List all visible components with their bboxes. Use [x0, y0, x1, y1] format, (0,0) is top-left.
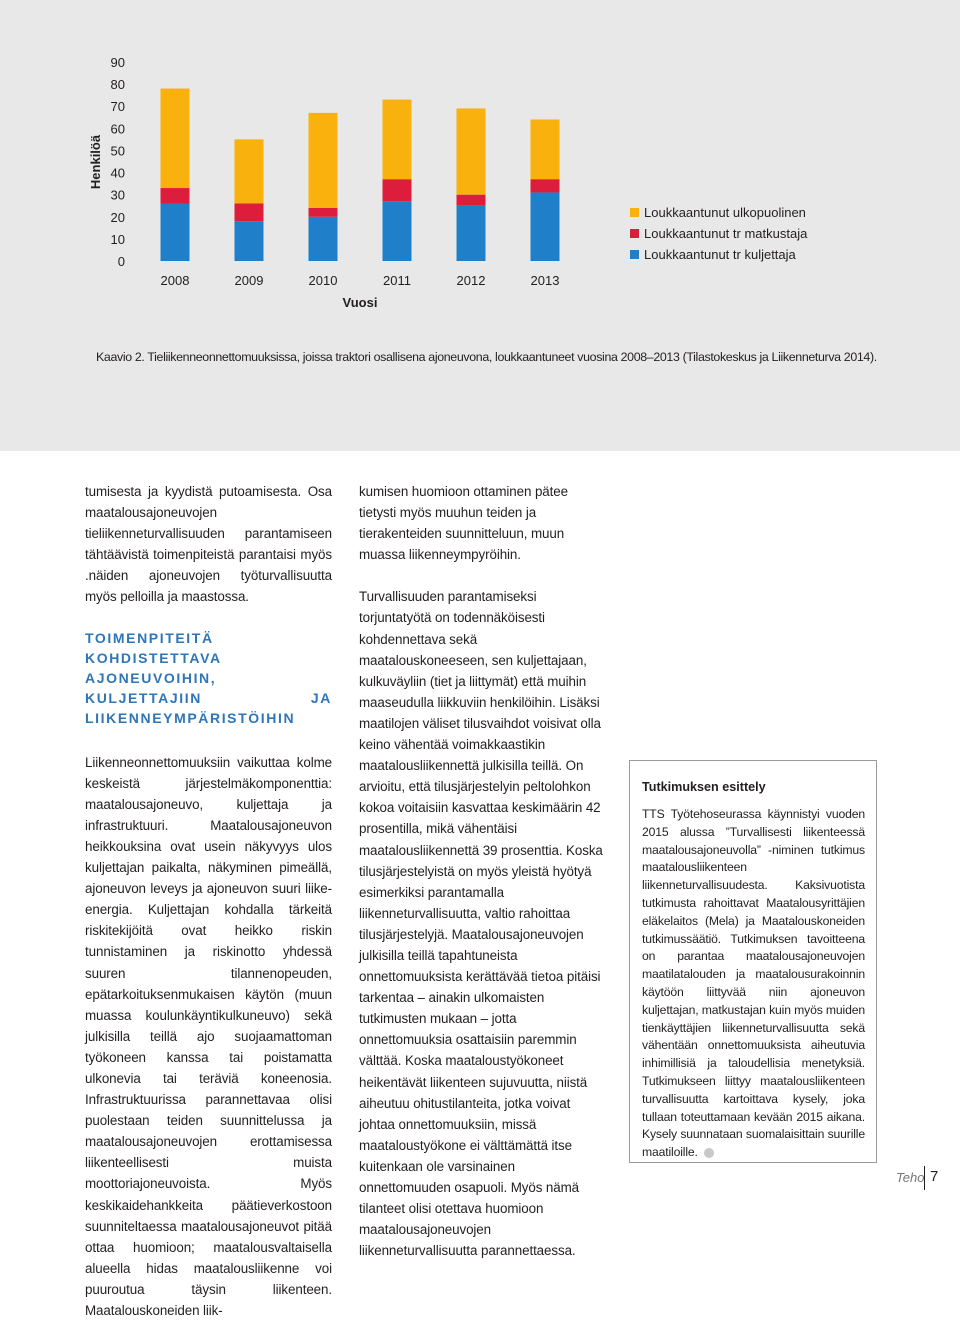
bar-segment [309, 113, 338, 208]
bar-segment [235, 221, 264, 261]
intro-paragraph: tumisesta ja kyydistä putoamisesta. Osa maatalousajoneuvojen tieliikenneturvallisuuden parantamiseen tähtäävistä toimenpiteistä parantaisi myös .näiden ajoneuvojen työturvallisuutta myös pelloilla ja maastossa. [85, 484, 332, 605]
y-axis-label: Henkilöä [88, 134, 103, 190]
bar-segment [383, 179, 412, 201]
sidebar-title: Tutkimuksen esittely [642, 780, 766, 794]
y-tick-label: 0 [117, 254, 125, 269]
y-tick-label: 60 [110, 121, 125, 137]
legend-swatch [630, 229, 639, 238]
figure-caption: Kaavio 2. Tieliikenneonnettomuuksissa, joissa traktori osallisena ajoneuvona, loukkaantuneet vuosina 2008–2013 (Tilastokeskus ja Liikenneturva 2014). [96, 350, 877, 364]
bar-segment [531, 119, 560, 179]
bar-segment [457, 195, 486, 206]
bar-segment [383, 201, 412, 261]
magazine-brand: Teho [896, 1170, 925, 1185]
bar-segment [161, 188, 190, 203]
legend-label: Loukkaantunut tr matkustaja [644, 226, 808, 241]
bar-segment [531, 192, 560, 261]
bar-segment [457, 108, 486, 194]
end-mark-icon [704, 1148, 714, 1158]
x-tick-label: 2008 [160, 273, 190, 288]
page-number: 7 [930, 1168, 939, 1185]
bar-segment [235, 139, 264, 203]
sidebar-text: TTS Työtehoseurassa käynnistyi vuoden 2015 alussa ”Turvallisesti liikenteessä maatalousajoneuvolla” -niminen tutkimus maatalousliikenteen liikenneturvallisuudesta. Kaksivuotista tutkimusta rahoittavat Maatalousyrittäjien eläkelaitos (Mela) ja Maatalouskoneiden tutkimussäätiö. Tutkimuksen tavoitteena on parantaa maatalousajoneuvojen maatilatalouden ja maatalousurakoinnin käytöön liittyvää niin ajoneuvon kuljettajan, matkustajan kuin myös muiden tienkäyttäjien liikenneturvallisuutta sekä vähentään onnettomuuksista aiheutuvia inhimillisiä ja taloudellisia menetyksiä. Tutkimukseen liittyy maatalousliikenteen turvallisuutta kartoittava kysely, joka tullaan toteuttamaan kevään 2015 aikana. Kysely suunnataan suomalaisittain suurille maatiloille. [642, 807, 865, 1160]
y-tick-label: 80 [110, 77, 125, 93]
x-tick-label: 2009 [234, 273, 264, 288]
y-tick-label: 20 [110, 209, 125, 225]
y-tick-label: 40 [110, 165, 125, 181]
measures-paragraph: Turvallisuuden parantamiseksi torjuntatyötä on todennäköisesti kohdennettava sekä maatalouskoneeseen, sen kuljettajaan, kulkuväyliin (tiet ja liittymät) että muihin maaseudulla liikkuviin henkilöihin. Lisäksi maatilojen väliset tilusvaihdot voisivat olla keino vähentää voimakkaastikin maatalousliikennettä julkisilla teillä. On arvioitu, että tilusjärjestelyin peltolohkon kokoa voitaisiin kasvattaa keskimäärin 42 prosentilla, mikä vähentäisi maatalousliikennettä 39 prosenttia. Koska tilusjärjestelyistä on myös yleistä hyötyä esimerkiksi parantamalla liikenneturvallisuutta, valtio rahoittaa tilusjärjestelyjä. Maatalousajoneuvojen julkisilla teillä tapahtuneista onnettomuuksista kerättävää tietoa pitäisi tarkentaa – ainakin ulkomaisten tutkimusten mukaan – jotta onnettomuuksia osattaisiin paremmin välttää. Koska maataloustyökoneet heikentävät liikenteen sujuvuutta, niistä aiheutuu ohitustilanteita, jotka voivat johtaa onnettomuuksiin, missä maataloustyökone ei välttämättä itse kuitenkaan ole varsinainen onnettomuuden osapuoli. Myös nämä tilanteet olisi otettava huomioon maatalousajoneuvojen liikenneturvallisuutta parannettaessa. [359, 589, 603, 1259]
bar-segment [531, 179, 560, 192]
stacked-bar-chart [0, 0, 960, 340]
x-tick-label: 2013 [530, 273, 560, 288]
bar-segment [161, 89, 190, 188]
bar-segment [383, 100, 412, 180]
footer-divider [924, 1166, 925, 1190]
x-tick-label: 2011 [383, 273, 411, 288]
article-column-middle [359, 481, 606, 1261]
bar-segment [457, 206, 486, 261]
bar-segment [161, 204, 190, 261]
legend-swatch [630, 250, 639, 259]
legend-swatch [630, 208, 639, 217]
x-tick-label: 2010 [308, 273, 338, 288]
y-tick-label: 30 [110, 187, 125, 203]
section-heading: TOIMENPITEITÄ KOHDISTETTAVA AJONEUVOIHIN, KULJETTAJIIN JA LIIKENNEYMPÄRISTÖIHIN [85, 629, 332, 726]
legend-label: Loukkaantunut tr kuljettaja [644, 247, 796, 262]
paragraph-gap [359, 565, 606, 586]
article-column-left [85, 481, 332, 1321]
figure-panel [0, 0, 960, 451]
y-tick-label: 10 [110, 231, 125, 247]
y-tick-label: 90 [110, 55, 125, 70]
x-axis-label: Vuosi [342, 295, 378, 310]
bar-segment [309, 217, 338, 261]
y-tick-label: 70 [110, 99, 125, 115]
sidebar-body [642, 806, 865, 1162]
x-tick-label: 2012 [456, 273, 486, 288]
research-sidebar [629, 760, 877, 1163]
bar-segment [309, 208, 338, 217]
continuation-paragraph: kumisen huomioon ottaminen pätee tietysti myös muuhun teiden ja tierakenteiden suunnitteluun, muun muassa liikenneympyröihin. [359, 484, 568, 563]
legend-label: Loukkaantunut ulkopuolinen [644, 205, 806, 220]
body-paragraph: Liikenneonnettomuuksiin vaikuttaa kolme keskeistä järjestelmäkomponenttia: maatalousajoneuvo, kuljettaja ja infrastruktuuri. Maatalousajoneuvon heikkouksina ovat usein näkyvyys ulos kuljettajan paikalta, näkyminen pimeällä, ajoneuvon leveys ja ajoneuvon suuri liike-energia. Kuljettajan kohdalla tärkeitä riskitekijöitä ovat heikko riskin tunnistaminen ja riskinotto yhdessä suuren tilannenopeuden, epätarkoituksenmukaisen käytön (muun muassa koulunkäyntikulkuneuvo) sekä julkisilla teillä ajo suojaamattoman työkoneen kanssa tai poistamatta ulkonevia tai teräviä koneenosia. Infrastruktuurissa parannettavaa olisi puolestaan teiden suunnittelussa ja maatalousajoneuvojen erottamisessa liikenteellisesti muista moottoriajoneuvoista. Myös keskikaidehankkeita päätieverkostoon suunniteltaessa maatalousajoneuvot pitää ottaa huomioon; maatalousvaltaisella alueella hidas maatalousliikenne voi puuroutua täysin liikenteen. Maatalouskoneiden liik- [85, 754, 332, 1318]
y-tick-label: 50 [110, 143, 125, 159]
bar-segment [235, 204, 264, 222]
